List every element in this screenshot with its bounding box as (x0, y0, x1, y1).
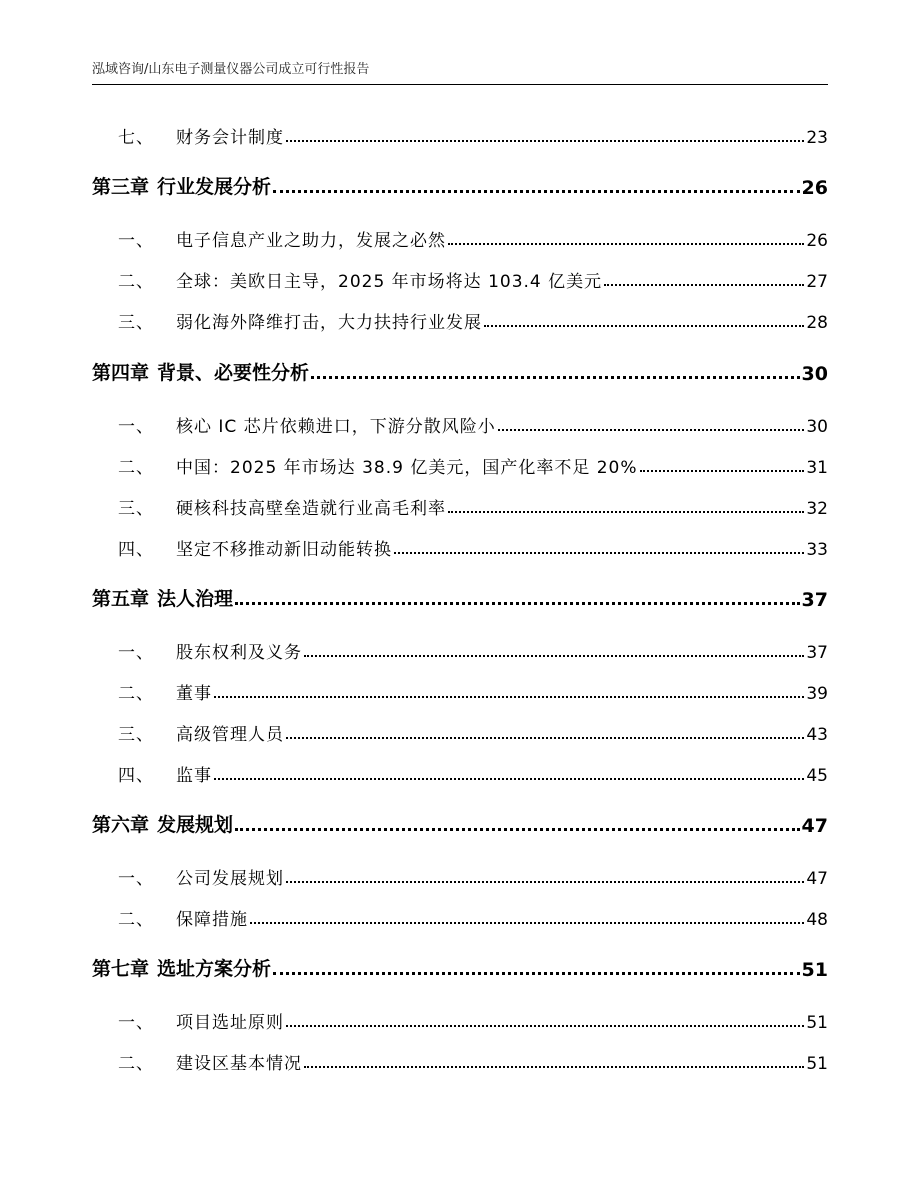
dot-leader (448, 243, 804, 245)
toc-entry-page: 33 (806, 540, 828, 560)
toc-entry-title: 建设区基本情况 (176, 1054, 302, 1074)
toc-entry[interactable] (92, 118, 828, 148)
toc-entry-page: 23 (806, 128, 828, 148)
toc-chapter-title: 背景、必要性分析 (157, 362, 310, 384)
toc-chapter-number: 第六章 (92, 814, 150, 836)
toc-entry[interactable] (92, 303, 828, 333)
toc-entry-title: 高级管理人员 (176, 725, 284, 745)
toc-entry[interactable] (92, 262, 828, 292)
toc-chapter[interactable] (92, 951, 828, 981)
toc-entry[interactable] (92, 900, 828, 930)
toc-chapter-title: 选址方案分析 (157, 958, 272, 980)
toc-entry-number: 七、 (118, 128, 154, 148)
toc-chapter[interactable] (92, 355, 828, 385)
toc-entry[interactable] (92, 221, 828, 251)
toc-entry-number: 一、 (118, 231, 154, 251)
toc-entry-page: 48 (806, 910, 828, 930)
dot-leader (304, 655, 804, 657)
running-header (92, 60, 828, 85)
toc-entry-page: 45 (806, 766, 828, 786)
dot-leader (235, 602, 800, 605)
toc-entry-number: 四、 (118, 540, 154, 560)
toc-chapter-number: 第五章 (92, 588, 150, 610)
toc-entry-number: 一、 (118, 869, 154, 889)
toc-entry-number: 一、 (118, 417, 154, 437)
dot-leader (640, 470, 805, 472)
dot-leader (394, 552, 804, 554)
toc-entry-number: 三、 (118, 499, 154, 519)
toc-entry-title: 弱化海外降维打击，大力扶持行业发展 (176, 313, 482, 333)
dot-leader (484, 325, 804, 327)
toc-entry-title: 核心 IC 芯片依赖进口，下游分散风险小 (176, 417, 496, 437)
toc-entry[interactable] (92, 530, 828, 560)
dot-leader (250, 922, 804, 924)
toc-entry-title: 电子信息产业之助力，发展之必然 (176, 231, 446, 251)
toc-entry[interactable] (92, 715, 828, 745)
toc-chapter-title: 法人治理 (157, 588, 234, 610)
toc-chapter-title: 发展规划 (157, 814, 234, 836)
dot-leader (273, 190, 800, 193)
toc-entry-title: 中国：2025 年市场达 38.9 亿美元，国产化率不足 20% (176, 458, 638, 478)
dot-leader (448, 511, 804, 513)
toc-chapter-page: 47 (801, 815, 828, 837)
toc-entry-page: 26 (806, 231, 828, 251)
toc-entry[interactable] (92, 674, 828, 704)
toc-entry-number: 二、 (118, 684, 154, 704)
dot-leader (286, 1025, 804, 1027)
toc-chapter-page: 37 (801, 589, 828, 611)
toc-chapter[interactable] (92, 581, 828, 611)
toc-entry-title: 全球：美欧日主导，2025 年市场将达 103.4 亿美元 (176, 272, 603, 292)
toc-chapter-page: 51 (801, 959, 828, 981)
toc-entry-page: 39 (806, 684, 828, 704)
toc-entry-number: 三、 (118, 313, 154, 333)
toc-entry-number: 二、 (118, 1054, 154, 1074)
toc-entry-page: 51 (806, 1013, 828, 1033)
toc-entry-title: 股东权利及义务 (176, 643, 302, 663)
toc-entry-title: 硬核科技高壁垒造就行业高毛利率 (176, 499, 446, 519)
toc-entry-number: 二、 (118, 458, 154, 478)
toc-entry-number: 一、 (118, 643, 154, 663)
toc-entry-page: 27 (806, 272, 828, 292)
dot-leader (498, 429, 805, 431)
toc-entry-title: 董事 (176, 684, 212, 704)
toc-entry-title: 监事 (176, 766, 212, 786)
toc-chapter[interactable] (92, 169, 828, 199)
header-text: 泓域咨询/山东电子测量仪器公司成立可行性报告 (92, 62, 370, 77)
toc-entry[interactable] (92, 448, 828, 478)
dot-leader (304, 1066, 804, 1068)
dot-leader (286, 737, 804, 739)
toc-entry-title: 财务会计制度 (176, 128, 284, 148)
dot-leader (214, 696, 804, 698)
toc-entry-number: 二、 (118, 910, 154, 930)
dot-leader (286, 881, 804, 883)
toc-entry-page: 28 (806, 313, 828, 333)
toc-chapter-number: 第七章 (92, 958, 150, 980)
toc-entry-number: 一、 (118, 1013, 154, 1033)
toc-entry[interactable] (92, 859, 828, 889)
toc-chapter[interactable] (92, 807, 828, 837)
toc-entry-title: 坚定不移推动新旧动能转换 (176, 540, 392, 560)
toc-entry-title: 项目选址原则 (176, 1013, 284, 1033)
toc-entry[interactable] (92, 1044, 828, 1074)
toc-entry-page: 51 (806, 1054, 828, 1074)
toc-chapter-title: 行业发展分析 (157, 176, 272, 198)
toc-entry-page: 31 (806, 458, 828, 478)
toc-entry[interactable] (92, 756, 828, 786)
toc-entry-title: 公司发展规划 (176, 869, 284, 889)
dot-leader (286, 140, 804, 142)
toc-entry[interactable] (92, 633, 828, 663)
toc-entry-number: 三、 (118, 725, 154, 745)
toc-entry[interactable] (92, 489, 828, 519)
toc-entry-page: 37 (806, 643, 828, 663)
dot-leader (604, 284, 804, 286)
toc-entry[interactable] (92, 1003, 828, 1033)
toc-entry-page: 47 (806, 869, 828, 889)
toc-chapter-number: 第三章 (92, 176, 150, 198)
dot-leader (311, 376, 800, 379)
dot-leader (214, 778, 804, 780)
toc-entry-page: 32 (806, 499, 828, 519)
toc-chapter-page: 30 (801, 363, 828, 385)
toc-entry-number: 四、 (118, 766, 154, 786)
toc-chapter-number: 第四章 (92, 362, 150, 384)
toc-entry[interactable] (92, 407, 828, 437)
dot-leader (273, 972, 800, 975)
toc-entry-page: 43 (806, 725, 828, 745)
toc-entry-title: 保障措施 (176, 910, 248, 930)
toc-entry-page: 30 (806, 417, 828, 437)
toc-entry-number: 二、 (118, 272, 154, 292)
dot-leader (235, 828, 800, 831)
toc-chapter-page: 26 (801, 177, 828, 199)
